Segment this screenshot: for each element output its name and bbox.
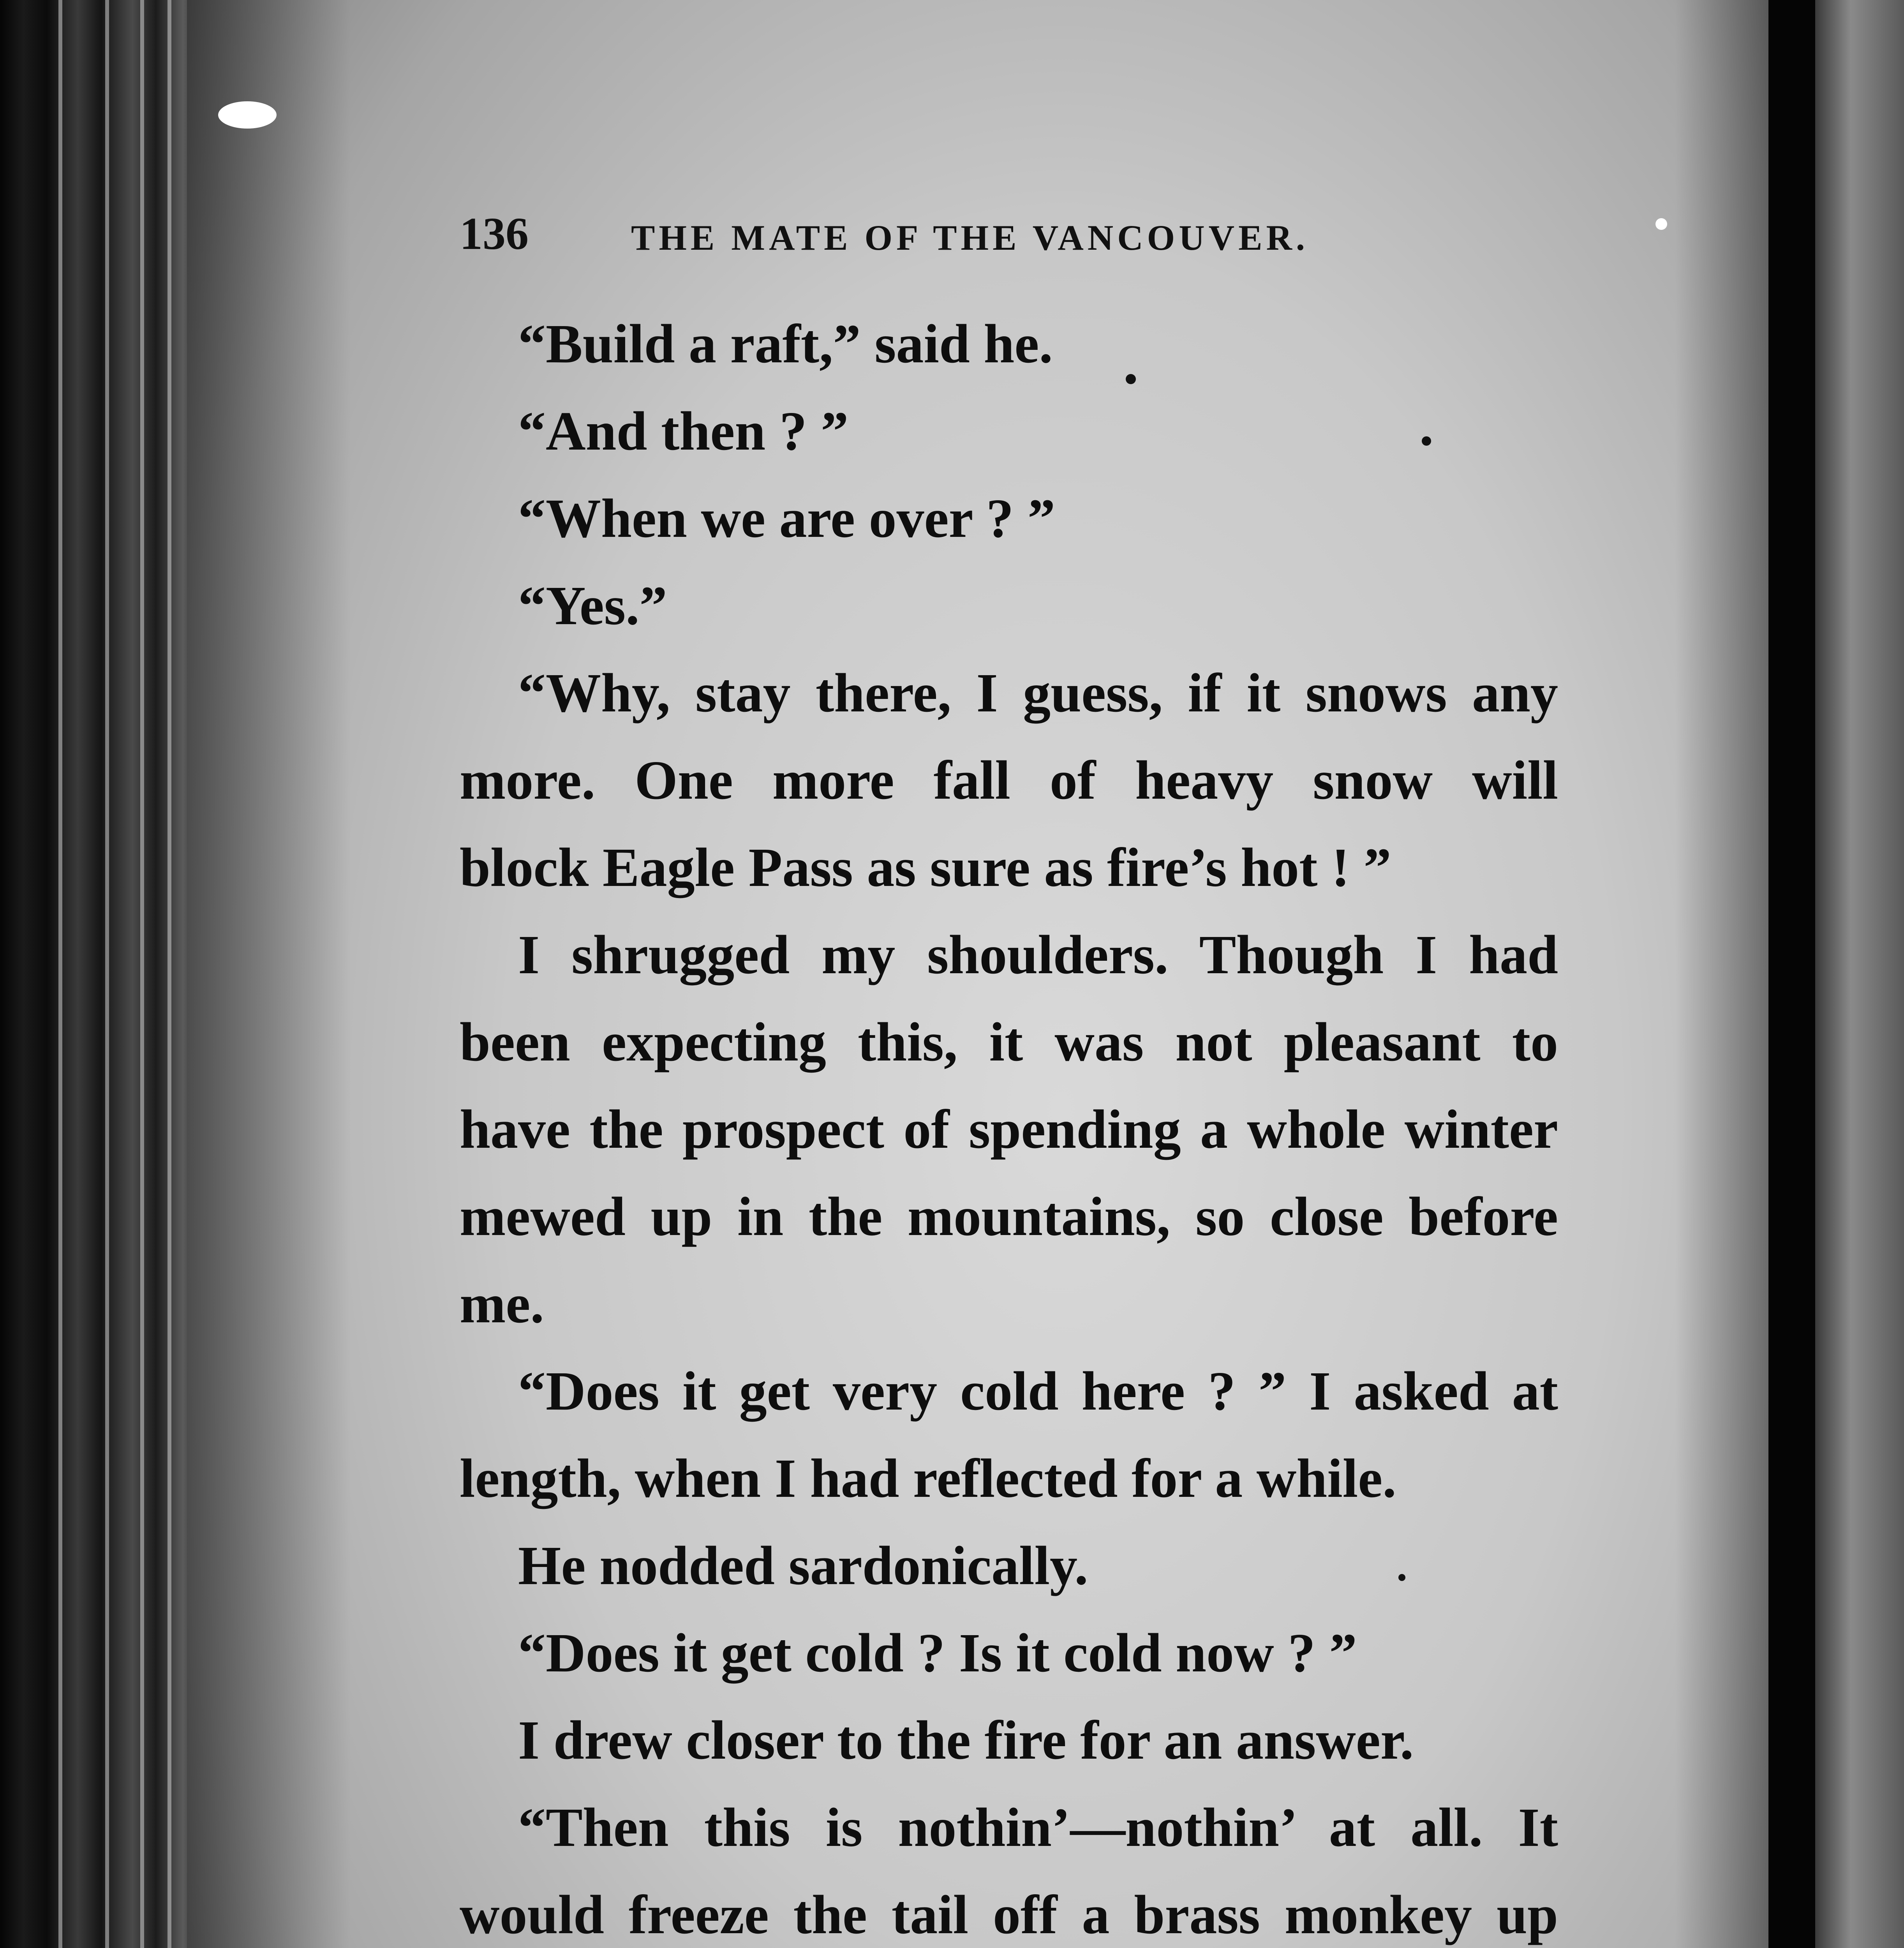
text-line: “Then this is nothin’—nothin’ at all. It: [518, 1796, 1558, 1858]
text-line: been expecting this, it was not pleasant to: [460, 1011, 1558, 1073]
text-line: me.: [460, 1273, 544, 1334]
binding-strip: [1768, 0, 1815, 1948]
text-line: “Does it get cold ? Is it cold now ? ”: [518, 1622, 1357, 1683]
scan-speck: [1398, 1574, 1405, 1581]
body-text: [460, 300, 1558, 1948]
facing-page-edge: [1815, 0, 1904, 1948]
text-line: “And then ? ”: [518, 400, 849, 462]
page-stack-edge: [0, 0, 203, 1948]
page-edge-line: [140, 0, 144, 1948]
text-line: “Yes.”: [518, 575, 667, 636]
text-line: length, when I had reflected for a while.: [460, 1447, 1396, 1509]
text-line: would freeze the tail off a brass monkey up: [460, 1884, 1558, 1945]
page-edge-line: [167, 0, 171, 1948]
running-title: THE MATE OF THE VANCOUVER.: [631, 218, 1309, 258]
text-line: “Build a raft,” said he.: [518, 313, 1053, 374]
page-edge-line: [105, 0, 109, 1948]
scan-speck: [1422, 436, 1431, 446]
scan-speck: [218, 101, 277, 129]
text-line: He nodded sardonically.: [518, 1535, 1088, 1596]
page-header: [460, 206, 1566, 261]
text-line: I drew closer to the fire for an answer.: [518, 1709, 1414, 1771]
scan-speck: [1126, 374, 1136, 384]
text-line: “Why, stay there, I guess, if it snows any: [518, 662, 1558, 723]
text-line: I shrugged my shoulders. Though I had: [518, 924, 1558, 985]
text-line: “Does it get very cold here ? ” I asked at: [518, 1360, 1558, 1422]
page-number: 136: [460, 208, 529, 259]
text-line: block Eagle Pass as sure as fire’s hot ! ”: [460, 836, 1391, 898]
text-line: mewed up in the mountains, so close before: [460, 1186, 1558, 1247]
page-edge-line: [58, 0, 62, 1948]
scan-speck: [1655, 218, 1667, 230]
text-line: have the prospect of spending a whole winter: [460, 1098, 1558, 1160]
text-line: more. One more fall of heavy snow will: [460, 749, 1558, 811]
text-line: “When we are over ? ”: [518, 487, 1056, 549]
